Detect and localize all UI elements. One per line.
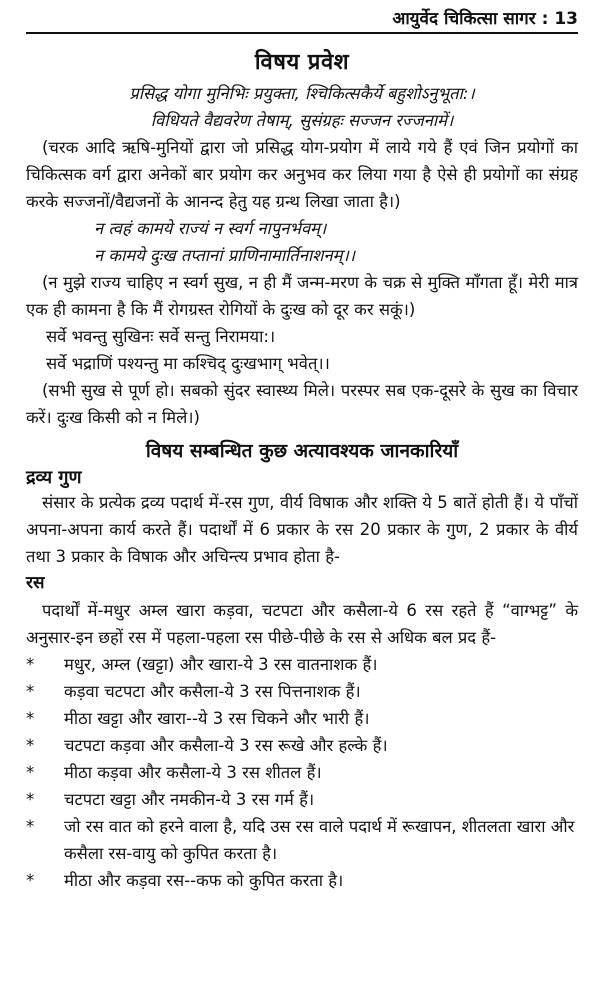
list-item (26, 813, 578, 867)
list-item (26, 705, 578, 732)
paragraph: (सभी सुख से पूर्ण हो। सबको सुंदर स्वास्थ्य मिले। परस्पर सब एक-दूसरे के सुख का विचार करें। दुःख किसी को न मिले।) (26, 381, 578, 427)
list-item (26, 651, 578, 678)
bullet-star-icon: * (26, 817, 35, 836)
bullet-star-icon: * (26, 655, 35, 674)
section-title-vishay-pravesh: विषय प्रवेश (254, 50, 350, 75)
list-item-text: मीठा कड़वा और कसैला-ये 3 रस शीतल हैं। (64, 763, 322, 782)
bullet-star-icon: * (26, 763, 35, 782)
sloka-line: न कामये दुःख तप्तानां प्राणिनामार्तिनाशनम्।। (94, 246, 356, 265)
list-item (26, 759, 578, 786)
bullet-star-icon: * (26, 709, 35, 728)
paragraph: (न मुझे राज्य चाहिए न स्वर्ग सुख, न ही मैं जन्म-मरण के चक्र से मुक्ति माँगता हूँ। मेरी मात्र एक ही कामना है कि मैं रोगग्रस्त रोगियों के दुःख को दूर कर सकूं।) (26, 273, 578, 319)
section-title-jankariyan: विषय सम्बन्धित कुछ अत्यावश्यक जानकारियाँ (145, 440, 459, 462)
list-item (26, 678, 578, 705)
list-item-text: चटपटा खट्टा और नमकीन-ये 3 रस गर्म हैं। (64, 790, 315, 809)
sloka-line: विधियते वैद्यवरेण तेषाम्, सुसंग्रहः सज्जन रज्जनामें। (150, 111, 454, 130)
sub-title-dravya-gun: द्रव्य गुण (26, 467, 82, 488)
sub-title-ras: रस (26, 573, 45, 593)
paragraph: संसार के प्रत्येक द्रव्य पदार्थ में-रस गुण, वीर्य विषाक और शक्ति ये 5 बातें होती हैं। ये पाँचों अपना-अपना कार्य करते हैं। पदार्थों में 6 प्रकार के रस 20 प्रकार के गुण, 2 प्रकार के वीर्य तथा 3 प्रकार के विषाक और अचिन्त्य प्रभाव होता है- (26, 493, 578, 566)
list-item-text: कड़वा चटपटा और कसैला-ये 3 रस पित्तनाशक हैं। (64, 682, 361, 701)
list-item-text: जो रस वात को हरने वाला है, यदि उस रस वाले पदार्थ में रूखापन, शीतलता खारा और कसैला रस-वायु को कुपित करता है। (64, 817, 575, 863)
sloka-line: प्रसिद्ध योगा मुनिभिः प्रयुक्ता, श्चिकित्सकैर्ये बहुशोऽनुभूता:। (129, 84, 475, 103)
sloka-line: न त्वहं कामये राज्यं न स्वर्ग नापुनर्भवम्। (94, 219, 327, 238)
list-item-text: चटपटा कड़वा और कसैला-ये 3 रस रूखे और हल्के हैं। (64, 736, 388, 755)
paragraph: (चरक आदि ऋषि-मुनियों द्वारा जो प्रसिद्ध योग-प्रयोग में लाये गये हैं एवं जिन प्रयोगों का चिकित्सक वर्ग द्वारा अनेकों बार प्रयोग कर अनुभव कर लिया गया है ऐसे ही प्रयोगों का संग्रह करके सज्जनों/वैद्यजनों के आनन्द हेतु यह ग्रन्थ लिखा जाता है।) (26, 138, 578, 211)
bullet-star-icon: * (26, 736, 35, 755)
bullet-star-icon: * (26, 682, 35, 701)
bullet-list (26, 651, 578, 894)
list-item-text: मधुर, अम्ल (खट्टा) और खारा-ये 3 रस वातनाशक हैं। (64, 655, 378, 674)
list-item (26, 867, 578, 894)
bullet-star-icon: * (26, 790, 35, 809)
list-item-text: मीठा और कड़वा रस--कफ को कुपित करता है। (64, 871, 344, 890)
bullet-star-icon: * (26, 871, 35, 890)
list-item (26, 786, 578, 813)
list-item-text: मीठा खट्टा और खारा--ये 3 रस चिकने और भारी हैं। (64, 709, 370, 728)
sloka-line: सर्वे भवन्तु सुखिनः सर्वे सन्तु निरामया:। (46, 327, 276, 346)
running-header: आयुर्वेद चिकित्सा सागर : 13 (26, 0, 578, 34)
paragraph: पदार्थों में-मधुर अम्ल खारा कड़वा, चटपटा और कसैला-ये 6 रस रहते हैं “वाग्भट्ट” के अनुसार-इन छहों रस में पहला-पहला रस पीछे-पीछे के रस से अधिक बल प्रद हैं- (26, 601, 578, 647)
sloka-line: सर्वे भद्राणिं पश्यन्तु मा कश्चिद् दुःखभाग् भवेत्।। (46, 354, 330, 373)
list-item (26, 732, 578, 759)
